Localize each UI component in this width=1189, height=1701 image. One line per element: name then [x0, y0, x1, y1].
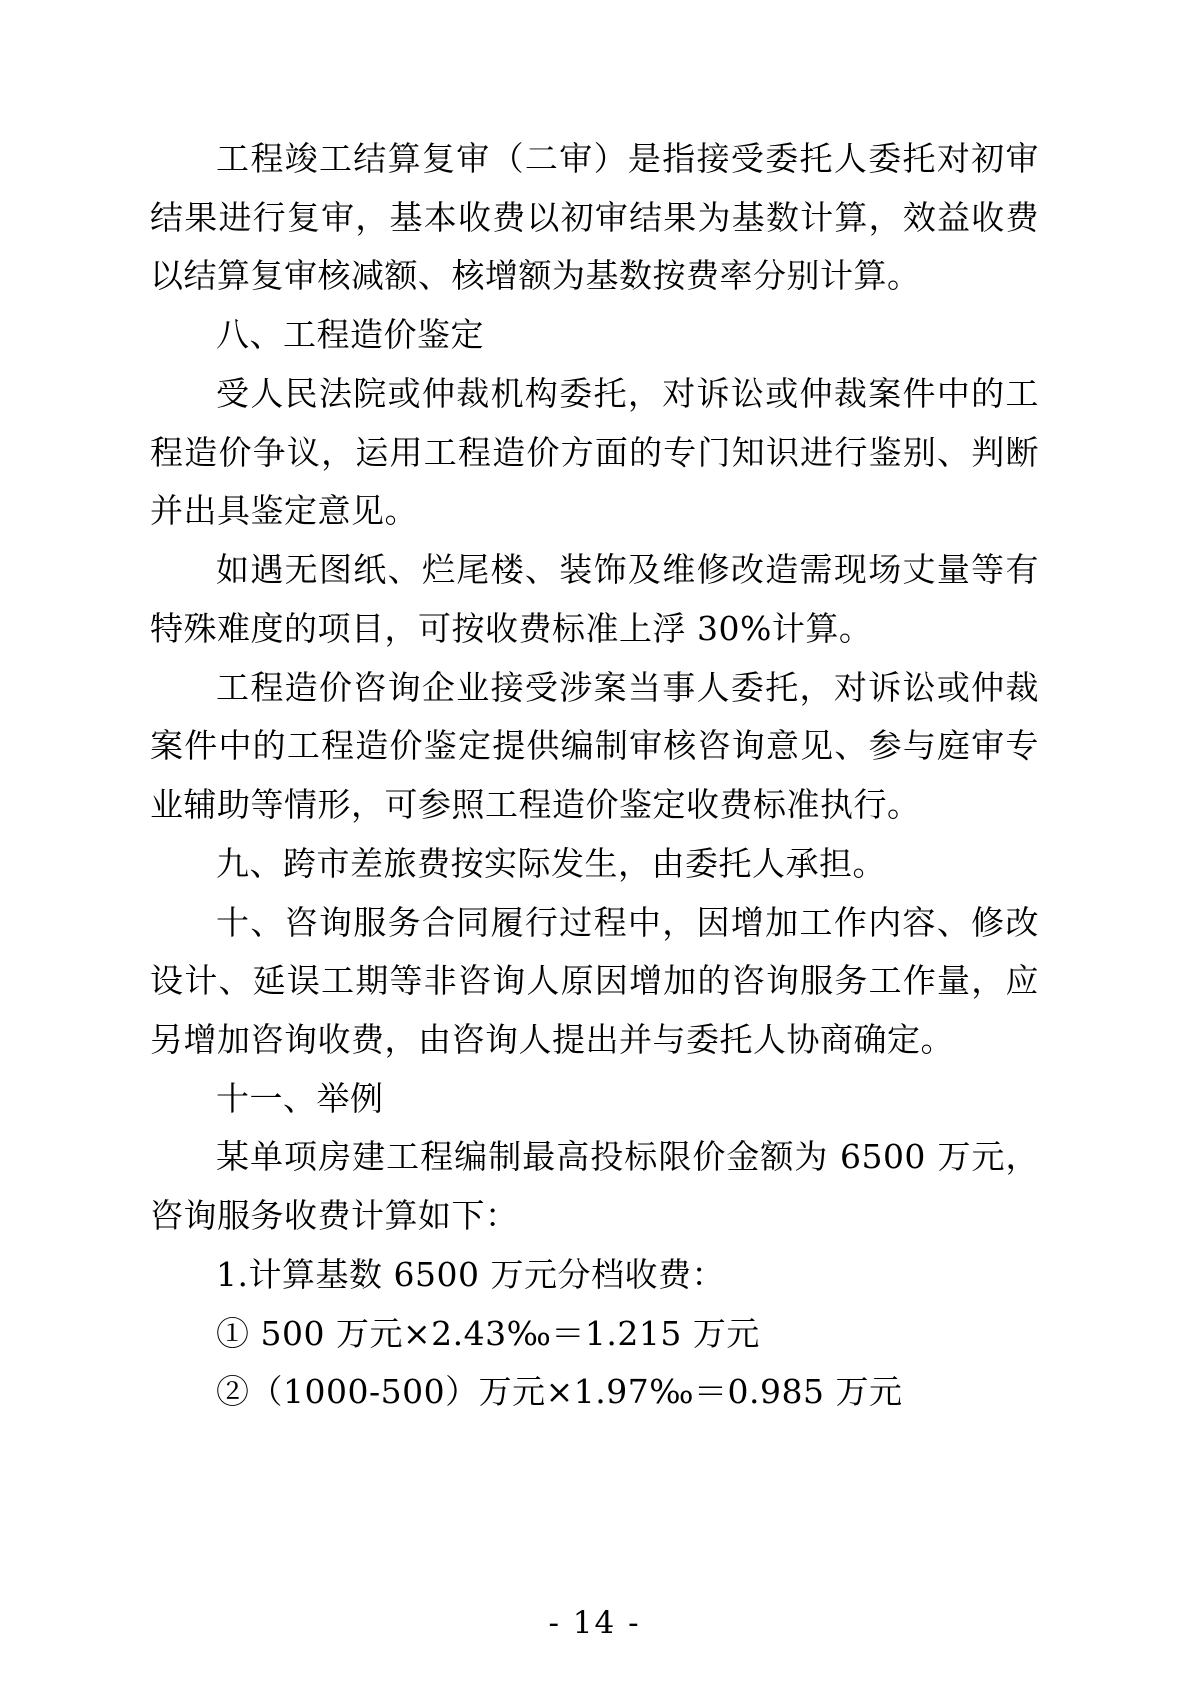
section-heading-eight: 八、工程造价鉴定	[216, 315, 484, 355]
paragraph: 受人民法院或仲裁机构委托，对诉讼或仲裁案件中的工程造价争议，运用工程造价方面的专门知识进行鉴别、判断并出具鉴定意见。	[150, 373, 1039, 531]
section-heading-nine: 九、跨市差旅费按实际发生，由委托人承担。	[216, 843, 886, 883]
paragraph: 某单项房建工程编制最高投标限价金额为 6500 万元，咨询服务收费计算如下：	[150, 1137, 1039, 1236]
calculation-item-1: ① 500 万元×2.43‰＝1.215 万元	[216, 1313, 760, 1353]
section-heading-ten: 十、咨询服务合同履行过程中，因增加工作内容、修改设计、延误工期等非咨询人原因增加的咨询服务工作量，应另增加咨询收费，由咨询人提出并与委托人协商确定。	[150, 902, 1039, 1060]
section-heading-eleven: 十一、举例	[216, 1078, 384, 1118]
paragraph: 如遇无图纸、烂尾楼、装饰及维修改造需现场丈量等有特殊难度的项目，可按收费标准上浮 30%计算。	[150, 550, 1039, 648]
calculation-step-1: 1.计算基数 6500 万元分档收费：	[216, 1254, 725, 1294]
document-body	[150, 130, 1039, 1422]
paragraph: 工程竣工结算复审（二审）是指接受委托人委托对初审结果进行复审，基本收费以初审结果为基数计算，效益收费以结算复审核减额、核增额为基数按费率分别计算。	[150, 139, 1039, 296]
paragraph: 工程造价咨询企业接受涉案当事人委托，对诉讼或仲裁案件中的工程造价鉴定提供编制审核咨询意见、参与庭审专业辅助等情形，可参照工程造价鉴定收费标准执行。	[150, 667, 1039, 825]
calculation-item-2: ②（1000-500）万元×1.97‰＝0.985 万元	[216, 1372, 903, 1412]
page-number: - 14 -	[548, 1605, 641, 1641]
